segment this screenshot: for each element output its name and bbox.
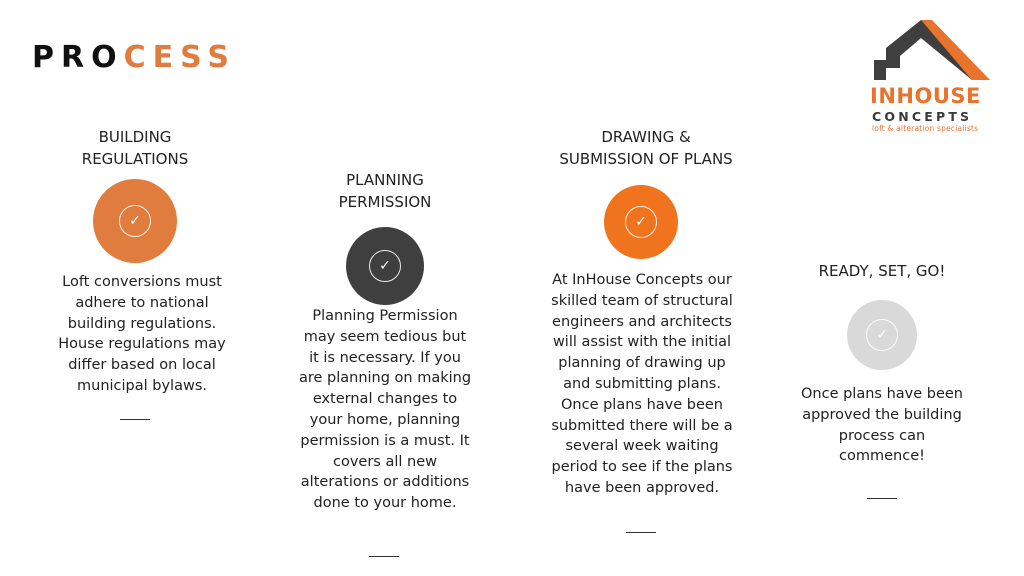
check-circle-icon: ✓ [866,319,898,351]
step-heading [40,126,230,170]
step-description: Planning Permission may seem tedious but it is necessary. If you are planning on making external changes to your home, planning permission is a must. It covers all new alterations or additions done to your home. [298,308,472,512]
step-drawing-submission [536,126,756,170]
step-description: At InHouse Concepts our skilled team of structural engineers and architects will assist with the initial planning of drawing up and submitting plans. Once plans have been submitted there will be a several week waiting period to see if the plans have been approved. [551,272,733,496]
check-circle-icon: ✓ [119,205,151,237]
logo-tagline: loft & alteration specialists [872,124,979,133]
step-heading [786,260,978,282]
step-divider [369,556,399,557]
title-part-dark: PRO [32,40,124,75]
house-roof-icon [866,18,996,84]
step-heading [536,126,756,170]
check-circle-icon: ✓ [369,250,401,282]
logo-line-1: INHOUSE [870,84,981,108]
step-divider [867,498,897,499]
step-description: Once plans have been approved the building process can commence! [801,386,963,465]
logo-line-2: CONCEPTS [872,109,973,124]
step-heading-line: PERMISSION [338,193,432,211]
step-heading [290,169,480,213]
step-heading-line: SUBMISSION OF PLANS [559,150,733,168]
step-heading-line: PLANNING [346,171,424,189]
step-building-regulations [40,126,230,170]
step-description: Loft conversions must adhere to national building regulations. House regulations may differ based on local municipal bylaws. [58,274,226,394]
step-planning-permission [290,169,480,213]
step-divider [626,532,656,533]
step-heading-line: DRAWING & [601,128,691,146]
step-heading-line: REGULATIONS [81,150,189,168]
step-circle [346,227,424,305]
step-ready-set-go [786,260,978,282]
step-heading-line: READY, SET, GO! [818,262,946,280]
company-logo [866,18,996,136]
check-circle-icon: ✓ [625,206,657,238]
step-circle [847,300,917,370]
step-divider [120,419,150,420]
page-title [32,40,236,75]
step-circle [93,179,177,263]
step-heading-line: BUILDING [98,128,172,146]
step-circle [604,185,678,259]
title-part-accent: CESS [123,40,236,75]
